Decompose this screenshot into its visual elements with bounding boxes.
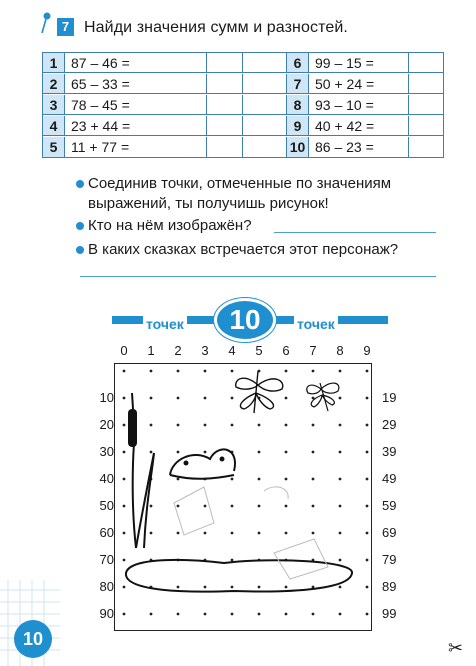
- grid-dot: [258, 586, 261, 589]
- row-label-right: 69: [382, 525, 397, 540]
- grid-dot: [231, 532, 234, 535]
- grid-dot: [258, 505, 261, 508]
- grid-dot: [258, 451, 261, 454]
- grid-dot: [258, 613, 261, 616]
- grid-dot: [123, 478, 126, 481]
- answer-line-who[interactable]: [274, 232, 436, 233]
- grid-dot: [204, 505, 207, 508]
- row-number: 3: [43, 95, 65, 115]
- grid-dot: [312, 478, 315, 481]
- answer-cell[interactable]: [207, 53, 243, 73]
- expression: 50 + 24 =: [309, 74, 409, 94]
- column-label: 3: [201, 343, 209, 358]
- row-label-left: 30: [99, 444, 114, 459]
- row-label-right: 59: [382, 498, 397, 513]
- grid-dot: [150, 424, 153, 427]
- row-label-right: 29: [382, 417, 397, 432]
- grid-dot: [204, 613, 207, 616]
- row-label-left: 10: [99, 390, 114, 405]
- row-label-left: 70: [99, 552, 114, 567]
- answer-cell[interactable]: [207, 137, 243, 157]
- expression: 40 + 42 =: [309, 116, 409, 136]
- spacer-cell: [243, 95, 287, 115]
- grid-dot: [258, 424, 261, 427]
- row-label-right: 19: [382, 390, 397, 405]
- expression: 87 – 46 =: [65, 53, 207, 73]
- grid-dot: [177, 505, 180, 508]
- row-number: 2: [43, 74, 65, 94]
- grid-dot: [366, 397, 369, 400]
- column-label: 8: [336, 343, 344, 358]
- answer-cell[interactable]: [207, 95, 243, 115]
- row-number: 9: [287, 116, 309, 136]
- grid-dot: [231, 478, 234, 481]
- grid-dot: [123, 451, 126, 454]
- grid-dot: [204, 424, 207, 427]
- row-number: 10: [287, 137, 309, 157]
- grid-dot: [366, 424, 369, 427]
- grid-dot: [366, 559, 369, 562]
- bullet-icon: [76, 180, 84, 188]
- answer-cell[interactable]: [207, 74, 243, 94]
- grid-dot: [285, 424, 288, 427]
- grid-dot: [285, 370, 288, 373]
- pond-outline: [126, 560, 352, 592]
- row-label-right: 89: [382, 579, 397, 594]
- question-tales: В каких сказках встречается этот персонаж?: [88, 241, 399, 258]
- grid-dot: [150, 370, 153, 373]
- grid-dot: [312, 424, 315, 427]
- expression: 23 + 44 =: [65, 116, 207, 136]
- grid-dot: [339, 424, 342, 427]
- answer-cell[interactable]: [409, 116, 443, 136]
- grid-dot: [204, 451, 207, 454]
- spacer-cell: [243, 137, 287, 157]
- grid-dot: [285, 451, 288, 454]
- column-label: 7: [309, 343, 317, 358]
- grid-dot: [123, 424, 126, 427]
- grid-dot: [150, 505, 153, 508]
- expression: 78 – 45 =: [65, 95, 207, 115]
- grid-dot: [123, 613, 126, 616]
- column-label: 5: [255, 343, 263, 358]
- grid-dot: [339, 478, 342, 481]
- grid-dot: [339, 613, 342, 616]
- grid-dot: [312, 613, 315, 616]
- row-label-left: 50: [99, 498, 114, 513]
- grid-dot: [366, 370, 369, 373]
- dot-grid[interactable]: [114, 363, 372, 631]
- spacer-cell: [243, 74, 287, 94]
- row-label-left: 80: [99, 579, 114, 594]
- grid-dot: [285, 613, 288, 616]
- answer-cell[interactable]: [409, 137, 443, 157]
- dragonfly-icon: [307, 383, 339, 411]
- grid-dot: [312, 532, 315, 535]
- grid-dot: [150, 613, 153, 616]
- grid-dot: [339, 559, 342, 562]
- grid-dot: [312, 370, 315, 373]
- row-label-left: 90: [99, 606, 114, 621]
- frog-sketch: [170, 449, 235, 478]
- grid-dot: [231, 505, 234, 508]
- grid-dot: [339, 397, 342, 400]
- column-label: 9: [363, 343, 371, 358]
- grid-dot: [366, 478, 369, 481]
- grid-dot: [177, 451, 180, 454]
- grid-dot: [285, 532, 288, 535]
- row-label-right: 49: [382, 471, 397, 486]
- points-word-right: точек: [294, 316, 338, 332]
- grid-dot: [204, 370, 207, 373]
- row-number: 4: [43, 116, 65, 136]
- grid-dot: [366, 532, 369, 535]
- dragonfly-icon: [236, 371, 283, 413]
- expressions-table: [42, 52, 444, 158]
- grid-dot: [177, 586, 180, 589]
- expression: 86 – 23 =: [309, 137, 409, 157]
- grid-dot: [339, 532, 342, 535]
- grid-dot: [123, 586, 126, 589]
- column-label: 6: [282, 343, 290, 358]
- row-label-left: 60: [99, 525, 114, 540]
- table-row: [43, 74, 443, 94]
- expression: 93 – 10 =: [309, 95, 409, 115]
- expression: 65 – 33 =: [65, 74, 207, 94]
- grid-dot: [123, 370, 126, 373]
- grid-dot: [285, 505, 288, 508]
- column-label: 2: [174, 343, 182, 358]
- row-label-left: 20: [99, 417, 114, 432]
- grid-dot: [204, 586, 207, 589]
- grid-dot: [312, 505, 315, 508]
- grid-dot: [258, 532, 261, 535]
- table-row: [43, 116, 443, 136]
- grid-dot: [177, 478, 180, 481]
- spacer-cell: [243, 116, 287, 136]
- grid-dot: [285, 478, 288, 481]
- grid-dot: [150, 397, 153, 400]
- instruction-line-2: выражений, ты получишь рисунок!: [88, 195, 329, 212]
- grid-dot: [204, 532, 207, 535]
- grid-dot: [285, 397, 288, 400]
- row-label-right: 99: [382, 606, 397, 621]
- grid-dot: [177, 424, 180, 427]
- grid-dot: [339, 586, 342, 589]
- grid-dot: [339, 505, 342, 508]
- grid-dot: [339, 451, 342, 454]
- answer-cell[interactable]: [409, 95, 443, 115]
- row-label-right: 79: [382, 552, 397, 567]
- grid-dot: [231, 586, 234, 589]
- grid-dot: [366, 586, 369, 589]
- grid-dot: [231, 613, 234, 616]
- grid-dot: [123, 397, 126, 400]
- grid-dot: [123, 559, 126, 562]
- grid-dot: [366, 451, 369, 454]
- row-number: 5: [43, 137, 65, 157]
- pushpin-icon: [40, 12, 52, 34]
- table-row: [43, 137, 443, 157]
- bullet-icon: [76, 246, 84, 254]
- points-word-left: точек: [143, 316, 187, 332]
- row-number: 7: [287, 74, 309, 94]
- spacer-cell: [243, 53, 287, 73]
- grid-dot: [123, 505, 126, 508]
- table-row: [43, 53, 443, 73]
- points-number: 10: [229, 304, 261, 335]
- row-number: 1: [43, 53, 65, 73]
- instruction-line-1: Соединив точки, отмеченные по значениям: [88, 175, 392, 192]
- question-who: Кто на нём изображён?: [88, 217, 252, 234]
- grid-dot: [339, 370, 342, 373]
- answer-cell[interactable]: [409, 74, 443, 94]
- leaf-sketch-faint: [174, 487, 328, 579]
- task-title: Найди значения сумм и разностей.: [84, 19, 348, 36]
- grid-dot: [177, 397, 180, 400]
- page-number: 10: [22, 629, 44, 649]
- row-number: 8: [287, 95, 309, 115]
- row-label-left: 40: [99, 471, 114, 486]
- column-label: 0: [120, 343, 128, 358]
- grid-dot: [150, 532, 153, 535]
- expression: 11 + 77 =: [65, 137, 207, 157]
- grid-dot: [177, 532, 180, 535]
- table-row: [43, 95, 443, 115]
- grid-dot: [312, 451, 315, 454]
- task-number: 7: [57, 18, 74, 36]
- grid-dot: [123, 532, 126, 535]
- scissors-icon: ✂: [448, 638, 464, 658]
- column-label: 1: [147, 343, 155, 358]
- row-label-right: 39: [382, 444, 397, 459]
- bullet-icon: [76, 222, 84, 230]
- grid-dot: [285, 586, 288, 589]
- grid-dot: [366, 505, 369, 508]
- column-label: 4: [228, 343, 236, 358]
- answer-cell[interactable]: [207, 116, 243, 136]
- grid-dot: [231, 559, 234, 562]
- grid-dot: [231, 424, 234, 427]
- expression: 99 – 15 =: [309, 53, 409, 73]
- grid-dot: [204, 397, 207, 400]
- grid-dot: [150, 451, 153, 454]
- grid-dot: [366, 613, 369, 616]
- grid-dot: [258, 478, 261, 481]
- answer-cell[interactable]: [409, 53, 443, 73]
- grid-dot: [177, 370, 180, 373]
- answer-line-tales[interactable]: [80, 276, 436, 277]
- row-number: 6: [287, 53, 309, 73]
- cattail-head-icon: [128, 409, 137, 447]
- grid-dot: [231, 370, 234, 373]
- grid-dot: [231, 397, 234, 400]
- grid-dot: [177, 613, 180, 616]
